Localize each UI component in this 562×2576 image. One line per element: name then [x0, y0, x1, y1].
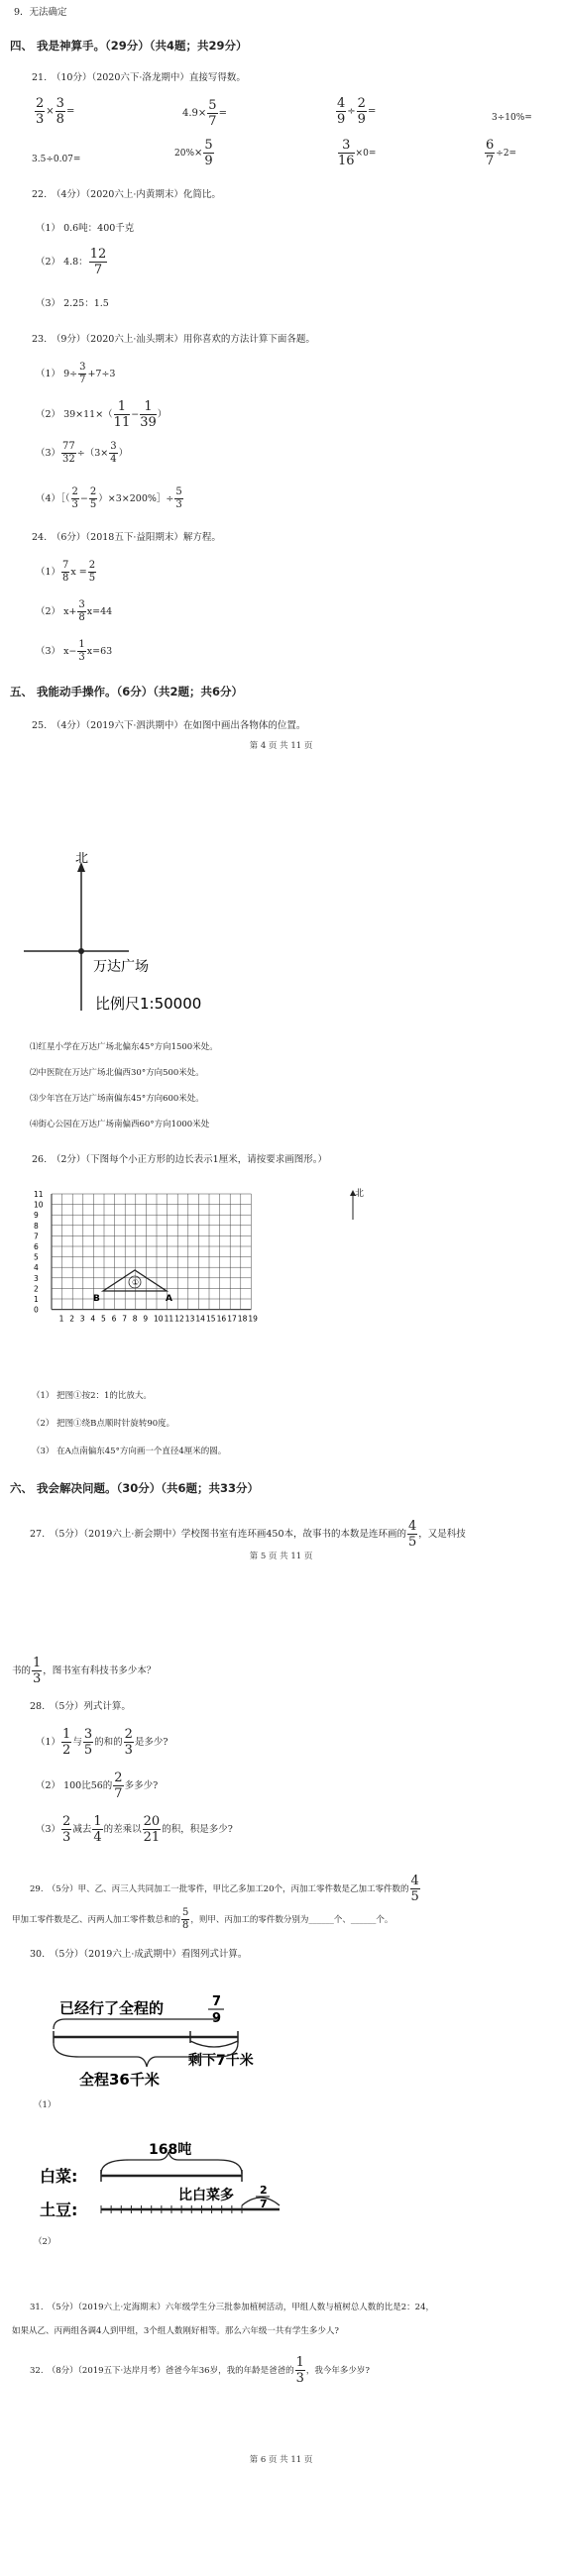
- q25-item-1: ⑴红星小学在万达广场北偏东45°方向1500米处。: [30, 1042, 218, 1052]
- line-diagram-2: [30, 2136, 337, 2225]
- x-tick-label: 2: [69, 1314, 74, 1324]
- fraction: $\frac{1}{3}$: [78, 639, 85, 663]
- diagram2-more-label: 比白菜多: [178, 2188, 234, 2203]
- q21-expr-2: 4.9× $\frac{5}{7}$ =: [182, 98, 227, 129]
- fraction: $\frac{5}{8}$: [182, 1907, 189, 1931]
- q21-expr-5: 3.5÷0.07=: [32, 155, 81, 164]
- fraction: $\frac{3}{8}$: [78, 599, 85, 623]
- x-tick-label: 1: [58, 1314, 64, 1324]
- y-tick-label: 4: [34, 1263, 39, 1273]
- q25-item-3: ⑶少年宫在万达广场南偏东45°方向600米处。: [30, 1094, 204, 1104]
- diagram1-frac-den: 9: [212, 2011, 222, 2026]
- fraction: $\frac{1}{11}$: [113, 399, 131, 430]
- q25-item-4: ⑷街心公园在万达广场南偏西60°方向1000米处: [30, 1120, 210, 1129]
- fraction: $\frac{3}{5}$: [83, 1727, 93, 1758]
- q26-item-3: （3） 在A点南偏东45°方向画一个直径4厘米的圆。: [32, 1447, 227, 1456]
- y-tick-label: 1: [34, 1295, 39, 1304]
- y-tick-label: 2: [34, 1284, 39, 1294]
- q32-line: 32. （8分）（2019五下·达岸月考）爸爸今年36岁，我的年龄是爸爸的 $\frac{1}{3}$ ，我今年多少岁?: [30, 2355, 370, 2386]
- q21-expr-1: $\frac{2}{3}$ × $\frac{3}{8}$ =: [36, 96, 75, 127]
- x-tick-label: 10: [154, 1314, 164, 1324]
- q24-heading: 24. （6分）（2018五下·益阳期末）解方程。: [32, 532, 221, 543]
- scale-label: 比例尺1:50000: [95, 995, 202, 1013]
- x-tick-label: 12: [174, 1314, 184, 1324]
- fraction: $\frac{2}{3}$: [71, 486, 78, 510]
- fraction: $\frac{5}{7}$: [208, 98, 217, 129]
- page-footer: 第 6 页 共 11 页: [249, 2455, 313, 2465]
- diagram2-top-label: 168吨: [149, 2142, 192, 2158]
- fraction: $\frac{3}{4}$: [110, 441, 117, 465]
- x-tick-label: 19: [248, 1314, 258, 1324]
- q28-item-1: （1） $\frac{1}{2}$ 与 $\frac{3}{5}$ 的和的 $\frac{2}{3}$ 是多少?: [36, 1727, 169, 1758]
- q25-item-2: ⑵中医院在万达广场北偏西30°方向500米处。: [30, 1068, 204, 1078]
- q21-expr-6: 20%× $\frac{5}{9}$: [174, 138, 213, 168]
- diagram1-rest-label: 剩下7千米: [188, 2053, 254, 2069]
- q31-line-1: 31. （5分）（2019六上·定海期末）六年级学生分三批参加植树活动，甲组人数与植树总人数的比是2：24，: [30, 2303, 434, 2312]
- diagram1-top-label: 已经行了全程的: [59, 1999, 165, 2017]
- y-tick-label: 3: [34, 1273, 39, 1283]
- q21-expr-8: $\frac{6}{7}$ ÷2=: [486, 138, 517, 168]
- q31-line-2: 如果从乙、丙两组各调4人到甲组，3个组人数刚好相等。那么六年级一共有学生多少人?: [12, 2326, 339, 2336]
- x-tick-label: 13: [184, 1314, 195, 1324]
- y-tick-label: 6: [34, 1242, 39, 1251]
- fraction: $\frac{12}{7}$: [89, 247, 107, 277]
- q23-item-3: （3） $\frac{77}{32}$ ÷（3× $\frac{3}{4}$ ）: [36, 441, 129, 465]
- q21-heading: 21. （10分）（2020六下·洛龙期中）直接写得数。: [32, 72, 246, 83]
- place-label: 万达广场: [93, 959, 149, 975]
- x-tick-label: 18: [237, 1314, 248, 1324]
- q30-item-2: （2）: [34, 2237, 56, 2247]
- fraction: $\frac{2}{3}$: [36, 96, 45, 127]
- q30-heading: 30. （5分）（2019六上·成武期中）看图列式计算。: [30, 1949, 248, 1960]
- fraction: $\frac{2}{3}$: [62, 1814, 71, 1845]
- fraction: $\frac{2}{7}$: [114, 1771, 123, 1801]
- q29-line-1: 29. （5分）甲、乙、丙三人共同加工一批零件，甲比乙多加工20个，丙加工零件数是乙加工零件数的 $\frac{4}{5}$: [30, 1874, 419, 1904]
- x-tick-label: 4: [90, 1314, 96, 1324]
- q21-expr-3: $\frac{4}{9}$ ÷ $\frac{2}{9}$ =: [337, 96, 377, 127]
- point-b-label: B: [93, 1294, 100, 1304]
- fraction: $\frac{3}{8}$: [56, 96, 64, 127]
- section-4-title: 四、 我是神算手。（29分）（共4题；共29分）: [10, 39, 248, 53]
- potato-label: 土豆:: [40, 2200, 78, 2219]
- diagram1-total-label: 全程36千米: [79, 2071, 160, 2089]
- x-tick-label: 6: [111, 1314, 117, 1324]
- x-tick-label: 17: [227, 1314, 237, 1324]
- point-a-label: A: [166, 1294, 172, 1304]
- diagram2-frac-den: 7: [260, 2198, 268, 2210]
- fraction: $\frac{1}{2}$: [62, 1727, 71, 1758]
- north-label: 北: [75, 852, 89, 866]
- y-tick-label: 11: [34, 1190, 44, 1199]
- y-tick-label: 9: [34, 1211, 39, 1221]
- q23-item-1: （1） 9÷ $\frac{3}{7}$ +7÷3: [36, 362, 116, 385]
- fraction: $\frac{1}{39}$: [140, 399, 157, 430]
- q22-item-2: （2） 4.8： $\frac{12}{7}$: [36, 247, 107, 277]
- fraction: $\frac{6}{7}$: [486, 138, 495, 168]
- q23-item-4: （4）［（ $\frac{2}{3}$ − $\frac{2}{5}$ ）×3×200%］÷ $\frac{5}{3}$: [36, 486, 182, 510]
- q25-heading: 25. （4分）（2019六下·泗洪期中）在如图中画出各物体的位置。: [32, 720, 306, 731]
- fraction: $\frac{4}{9}$: [337, 96, 346, 127]
- fraction: $\frac{2}{5}$: [88, 560, 96, 584]
- q28-item-2: （2） 100比56的 $\frac{2}{7}$ 多多少?: [36, 1771, 159, 1801]
- q26-item-2: （2） 把图①绕B点顺时针旋转90度。: [32, 1419, 175, 1429]
- fraction: $\frac{4}{5}$: [410, 1874, 419, 1904]
- q24-item-2: （2） x+ $\frac{3}{8}$ x=44: [36, 599, 113, 623]
- q27-line-2: 书的 $\frac{1}{3}$ ，图书室有科技书多少本？: [12, 1656, 157, 1686]
- x-tick-label: 14: [195, 1314, 205, 1324]
- fraction: $\frac{3}{7}$: [79, 362, 86, 385]
- y-tick-label: 0: [34, 1305, 39, 1315]
- q24-item-1: （1） $\frac{7}{8}$ x = $\frac{2}{5}$: [36, 560, 96, 584]
- q22-item-1: （1） 0.6吨：400千克: [36, 223, 135, 234]
- q27-line-1: 27. （5分）（2019六上·新会期中）学校图书室有连环画450本，故事书的本数是连环画的 $\frac{4}{5}$ ，又是科技: [30, 1519, 466, 1550]
- grid-lines: [52, 1194, 251, 1310]
- q23-item-2: （2） 39×11×（ $\frac{1}{11}$ − $\frac{1}{39}$ ）: [36, 399, 168, 430]
- diagram2-frac-num: 2: [260, 2184, 268, 2197]
- page-footer: 第 4 页 共 11 页: [249, 741, 313, 751]
- fraction: $\frac{77}{32}$: [62, 441, 75, 465]
- fraction: $\frac{2}{9}$: [357, 96, 366, 127]
- triangle-label: ①: [132, 1278, 140, 1287]
- grid-north-label: 北: [355, 1189, 365, 1199]
- fraction: $\frac{1}{3}$: [33, 1656, 42, 1686]
- y-tick-label: 8: [34, 1221, 39, 1231]
- section-5-title: 五、 我能动手操作。（6分）（共2题；共6分）: [10, 685, 244, 698]
- x-tick-label: 16: [216, 1314, 227, 1324]
- fraction: $\frac{5}{3}$: [175, 486, 182, 510]
- compass-diagram: [20, 852, 238, 1020]
- x-tick-label: 7: [122, 1314, 127, 1324]
- q23-heading: 23. （9分）（2020六上·汕头期末）用你喜欢的方法计算下面各题。: [32, 334, 315, 345]
- q22-item-3: （3） 2.25：1.5: [36, 298, 109, 309]
- q29-line-2: 甲加工零件数是乙、丙两人加工零件数总和的 $\frac{5}{8}$ ，则甲、丙加工的零件数分别为______个、______个。: [12, 1907, 393, 1931]
- y-tick-label: 7: [34, 1232, 39, 1241]
- q30-item-1: （1）: [34, 2100, 56, 2110]
- x-tick-label: 9: [143, 1314, 149, 1324]
- top-option-line: 9．无法确定: [14, 7, 67, 18]
- q26-item-1: （1） 把图①按2：1的比放大。: [32, 1391, 152, 1401]
- fraction: $\frac{2}{5}$: [89, 486, 97, 510]
- diagram1-frac-num: 7: [212, 1994, 222, 2009]
- fraction: $\frac{1}{4}$: [93, 1814, 102, 1845]
- fraction: $\frac{20}{21}$: [143, 1814, 161, 1845]
- q28-item-3: （3） $\frac{2}{3}$ 减去 $\frac{1}{4}$ 的差乘以 $\frac{20}{21}$ 的积，积是多少?: [36, 1814, 233, 1845]
- x-tick-label: 15: [206, 1314, 216, 1324]
- q24-item-3: （3） x− $\frac{1}{3}$ x=63: [36, 639, 113, 663]
- x-tick-label: 8: [132, 1314, 138, 1324]
- q26-heading: 26. （2分）（下图每个小正方形的边长表示1厘米，请按要求画图形。）: [32, 1154, 327, 1165]
- section-6-title: 六、 我会解决问题。（30分）（共6题；共33分）: [10, 1481, 260, 1495]
- x-tick-label: 3: [79, 1314, 85, 1324]
- fraction: $\frac{2}{3}$: [124, 1727, 133, 1758]
- fraction: $\frac{1}{3}$: [295, 2355, 304, 2386]
- x-tick-label: 11: [164, 1314, 174, 1324]
- y-tick-label: 5: [34, 1252, 39, 1262]
- q28-heading: 28. （5分）列式计算。: [30, 1701, 131, 1712]
- q21-expr-7: $\frac{3}{16}$ ×0=: [338, 138, 377, 168]
- fraction: $\frac{5}{9}$: [204, 138, 213, 168]
- cabbage-label: 白菜:: [40, 2167, 78, 2186]
- q21-expr-4: 3÷10%=: [492, 113, 532, 123]
- y-tick-label: 10: [34, 1200, 44, 1210]
- grid-labels: [34, 1190, 258, 1324]
- x-tick-label: 5: [101, 1314, 106, 1324]
- fraction: $\frac{3}{16}$: [338, 138, 355, 168]
- coordinate-grid: [30, 1184, 367, 1372]
- q22-heading: 22. （4分）（2020六上·内黄期末）化简比。: [32, 189, 221, 200]
- fraction: $\frac{7}{8}$: [62, 560, 69, 584]
- line-diagram-1: [40, 1982, 297, 2091]
- fraction: $\frac{4}{5}$: [407, 1519, 417, 1550]
- page-footer: 第 5 页 共 11 页: [249, 1552, 313, 1561]
